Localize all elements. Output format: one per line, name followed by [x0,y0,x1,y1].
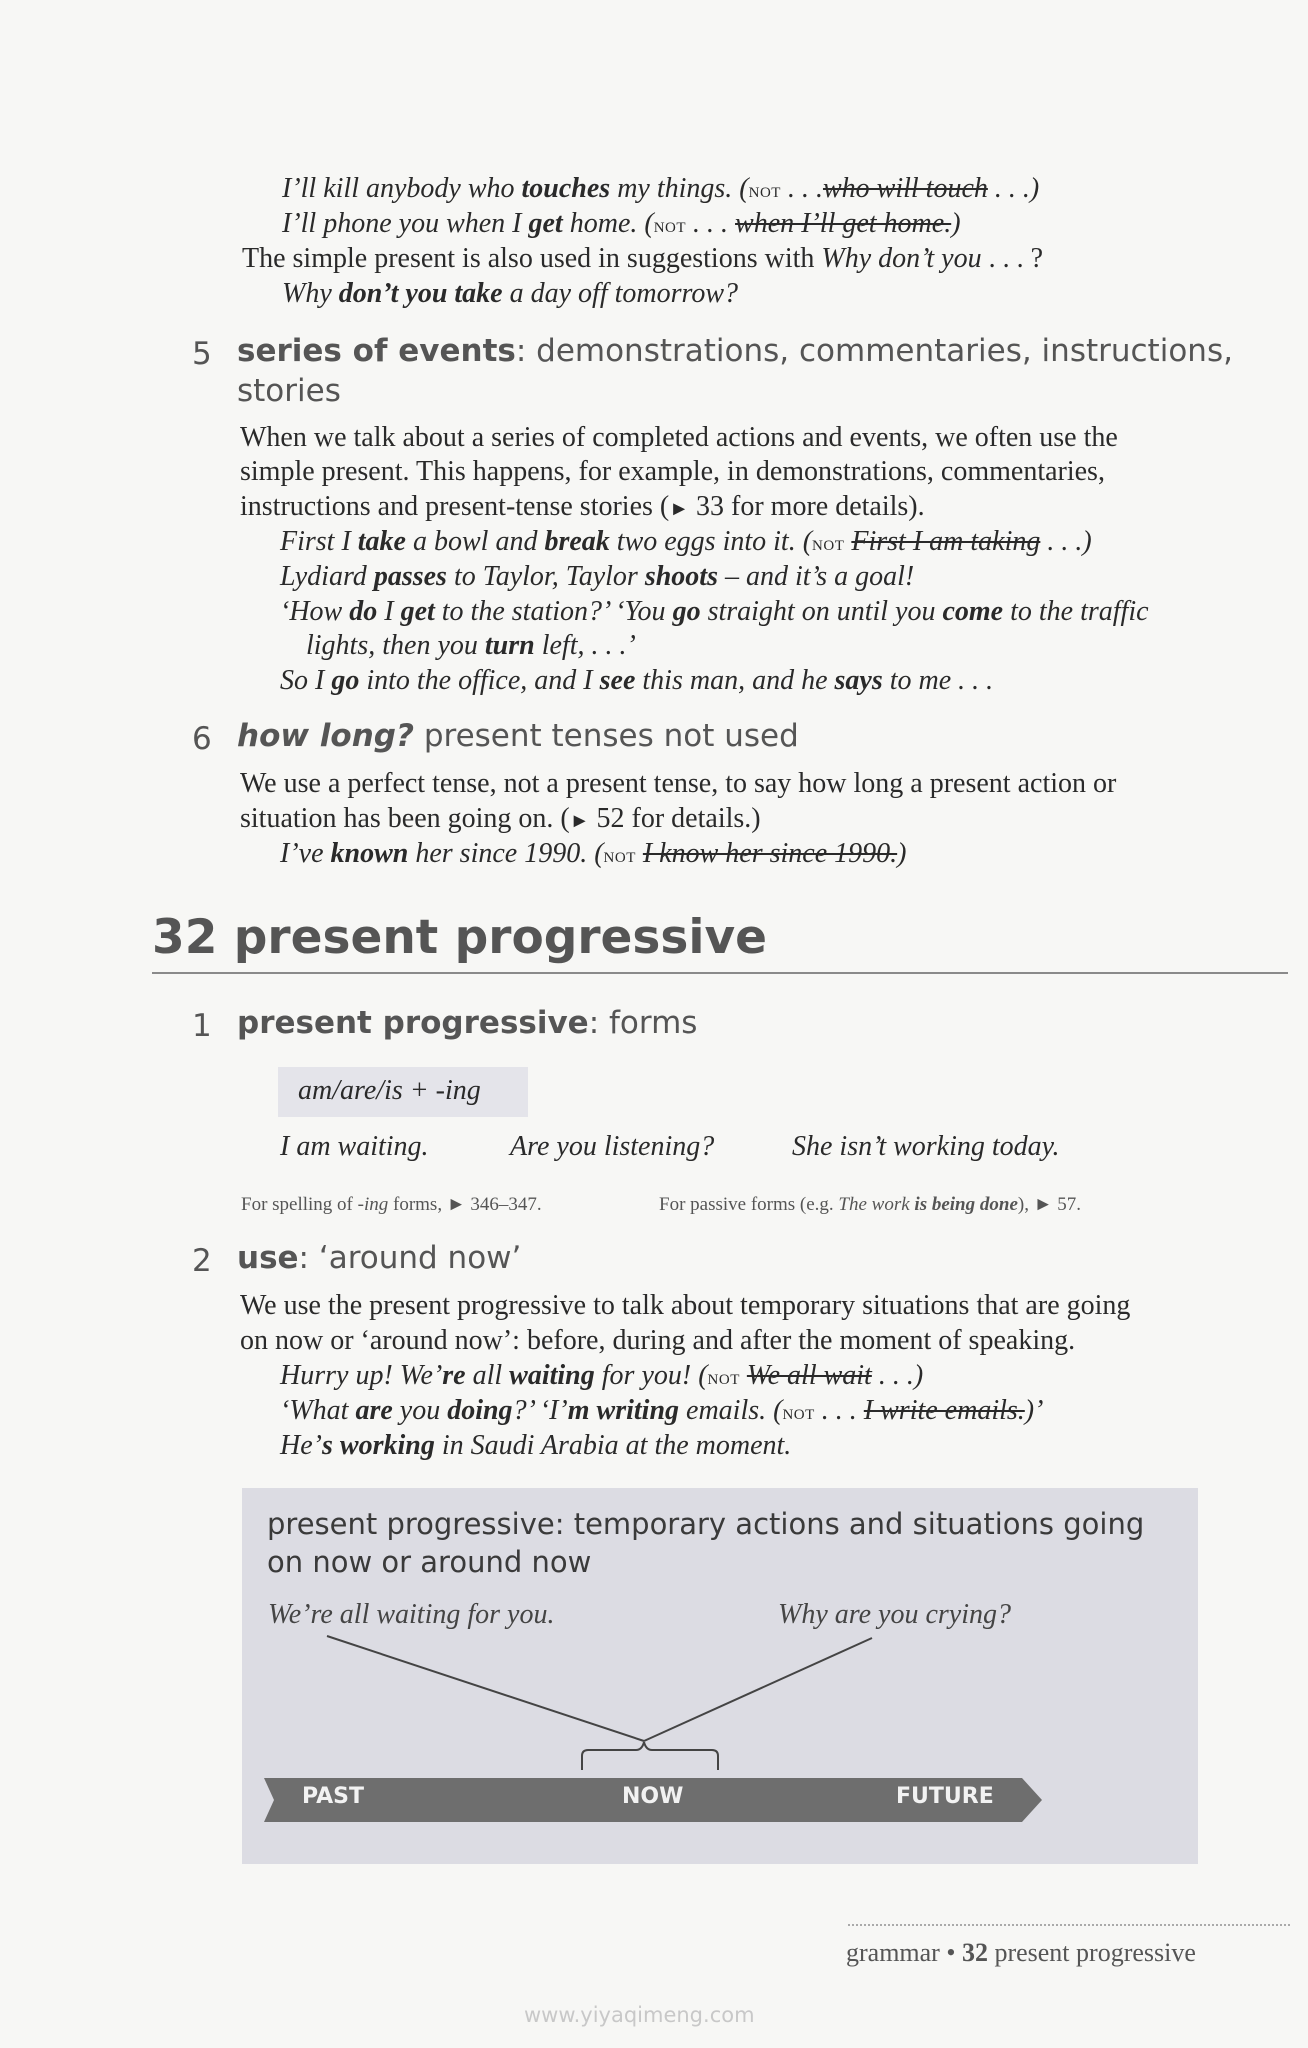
cross-ref-arrow-icon: ► [569,810,590,832]
timeline-future-label: FUTURE [896,1784,994,1809]
form-example-2: Are you listening? [510,1131,715,1162]
pp-section-2-para-line2: on now or ‘around now’: before, during and after the moment of speaking. [240,1325,1076,1356]
running-footer: grammar • 32 present progressive [846,1938,1196,1967]
section-5-para-line2: simple present. This happens, for example, in demonstrations, commentaries, [240,456,1105,487]
timeline-past-label: PAST [302,1784,364,1809]
diagram-right-example: Why are you crying? [778,1599,1011,1630]
pp-section-2-number: 2 [192,1243,212,1279]
pp-section-2-para-line1: We use the present progressive to talk about temporary situations that are going [240,1290,1131,1321]
spelling-note: For spelling of -ing forms, ► 346–347. [241,1194,542,1215]
unit-title: 32 present progressive [152,910,768,965]
section-5-para-line3: instructions and present-tense stories (► 33 for more details). [240,491,925,522]
section-5-example-1: First I take a bowl and break two eggs into it. (not First I am taking . . .) [280,526,1092,557]
cross-ref-link[interactable]: 346–347. [470,1194,542,1215]
timeline-graphic [242,1488,1198,1864]
form-example-1: I am waiting. [280,1131,429,1162]
now-brace [582,1742,718,1770]
section-5-heading: series of events: demonstrations, commentaries, instructions, [237,333,1233,369]
section-5-example-4: lights, then you turn left, . . .’ [306,630,636,661]
footer-rule [848,1924,1290,1926]
cross-ref-arrow-icon: ► [669,498,690,520]
section-5-heading-line2: stories [237,373,341,409]
cross-ref-arrow-icon: ► [446,1194,466,1215]
section-5-example-2: Lydiard passes to Taylor, Taylor shoots – and it’s a goal! [280,561,915,592]
section-6-number: 6 [192,721,212,757]
section-5-number: 5 [192,336,212,372]
form-formula: am/are/is + -ing [298,1075,481,1106]
watermark: www.yiyaqimeng.com [524,2003,755,2027]
passive-note: For passive forms (e.g. The work is being done), ► 57. [659,1194,1082,1215]
cross-ref-link[interactable]: 33 [696,491,725,522]
pp-section-1-heading: present progressive: forms [237,1005,698,1041]
section-5-para-line1: When we talk about a series of completed actions and events, we often use the [240,422,1118,453]
diagram-left-example: We’re all waiting for you. [268,1599,555,1630]
section-6-para-line2: situation has been going on. (► 52 for details.) [240,803,761,834]
top-example-1: I’ll kill anybody who touches my things. (not . . .who will touch . . .) [282,173,1040,204]
pp-example-3: He’s working in Saudi Arabia at the moment. [280,1430,792,1461]
pp-example-1: Hurry up! We’re all waiting for you! (not We all wait . . .) [280,1360,924,1391]
suggestion-text: The simple present is also used in suggestions with Why don’t you . . . ? [242,243,1044,274]
section-5-example-5: So I go into the office, and I see this man, and he says to me . . . [280,665,994,696]
pp-example-2: ‘What are you doing?’ ‘I’m writing emails. (not . . . I write emails.)’ [280,1395,1044,1426]
diagram-title-line2: on now or around now [267,1545,592,1579]
pointer-line-right [644,1638,872,1741]
section-5-example-3: ‘How do I get to the station?’ ‘You go straight on until you come to the traffic [280,596,1149,627]
timeline-now-label: NOW [622,1784,684,1809]
cross-ref-link[interactable]: 52 [596,803,625,834]
top-example-2: I’ll phone you when I get home. (not . . . when I’ll get home.) [282,208,961,239]
section-6-example-1: I’ve known her since 1990. (not I know her since 1990.) [280,838,907,869]
section-6-para-line1: We use a perfect tense, not a present tense, to say how long a present action or [240,768,1117,799]
pointer-line-left [327,1636,644,1741]
form-example-3: She isn’t working today. [792,1131,1060,1162]
section-6-heading: how long? present tenses not used [237,718,799,754]
cross-ref-link[interactable]: 57. [1057,1194,1082,1215]
pp-section-2-heading: use: ‘around now’ [237,1240,522,1276]
pp-section-1-number: 1 [192,1008,212,1044]
unit-title-rule [152,972,1288,974]
diagram-title-line1: present progressive: temporary actions and situations going [267,1507,1145,1541]
cross-ref-arrow-icon: ► [1033,1194,1053,1215]
top-example-4: Why don’t you take a day off tomorrow? [282,278,739,309]
